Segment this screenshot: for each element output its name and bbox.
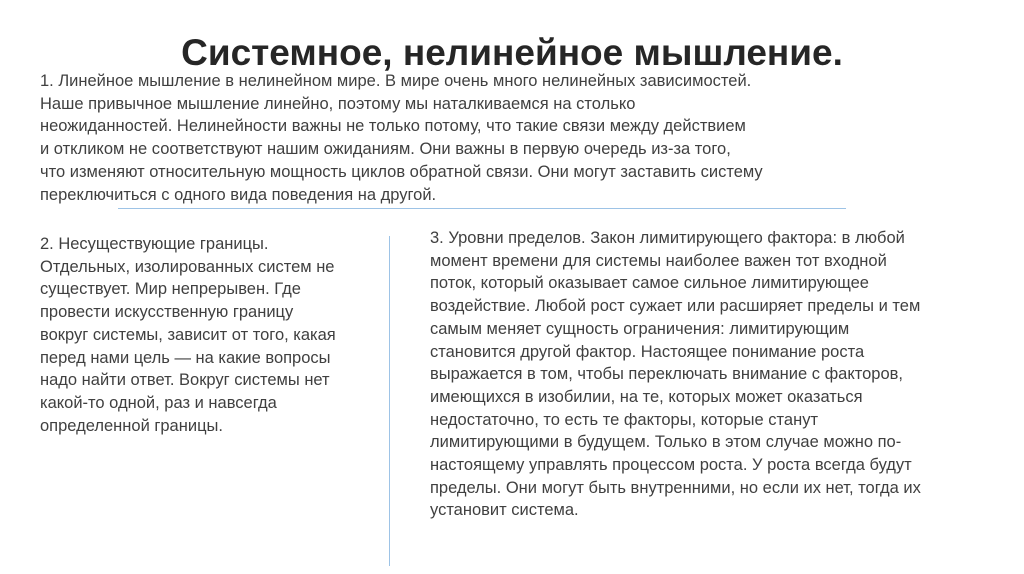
paragraph-line: переключиться с одного вида поведения на другой. [40, 185, 437, 204]
paragraph-line: выражается в том, чтобы переключать внимание с факторов, [430, 365, 904, 384]
paragraph-line: неожиданностей. Нелинейности важны не только потому, что такие связи между действием [40, 117, 746, 136]
paragraph-line: лимитирующими в будущем. Только в этом случае можно по- [430, 433, 902, 452]
paragraph-nonexistent-boundaries [40, 233, 336, 437]
paragraph-line: имеющихся в изобилии, на те, которых может оказаться [430, 387, 863, 406]
paragraph-line: существует. Мир непрерывен. Где [40, 280, 301, 299]
paragraph-line: надо найти ответ. Вокруг системы нет [40, 371, 330, 390]
paragraph-line: самым меняет сущность ограничения: лимитирующим [430, 319, 850, 338]
paragraph-line: 1. Линейное мышление в нелинейном мире. В мире очень много нелинейных зависимостей. [40, 72, 752, 90]
paragraph-line: момент времени для системы наиболее важен тот входной [430, 251, 887, 270]
paragraph-line: настоящему управлять процессом роста. У роста всегда будут [430, 456, 912, 475]
horizontal-divider [118, 208, 846, 209]
paragraph-line: воздействие. Любой рост сужает или расширяет пределы и тем [430, 297, 921, 316]
paragraph-line: становится другой фактор. Настоящее понимание роста [430, 342, 865, 361]
paragraph-line: 3. Уровни пределов. Закон лимитирующего фактора: в любой [430, 229, 905, 247]
paragraph-line: вокруг системы, зависит от того, какая [40, 325, 336, 344]
paragraph-line: поток, который оказывает самое сильное лимитирующее [430, 274, 869, 293]
paragraph-line: перед нами цель — на какие вопросы [40, 348, 331, 367]
paragraph-line: определенной границы. [40, 416, 223, 435]
paragraph-line: какой-то одной, раз и навсегда [40, 393, 277, 412]
paragraph-line: и откликом не соответствуют нашим ожиданиям. Они важны в первую очередь из-за того, [40, 140, 731, 159]
paragraph-line: установит система. [430, 501, 579, 520]
paragraph-line: Наше привычное мышление линейно, поэтому мы наталкиваемся на столько [40, 94, 636, 113]
paragraph-line: пределы. Они могут быть внутренними, но если их нет, тогда их [430, 478, 921, 497]
paragraph-line: провести искусственную границу [40, 303, 294, 322]
paragraph-line: недостаточно, то есть те факторы, которые станут [430, 410, 819, 429]
paragraph-line: что изменяют относительную мощность циклов обратной связи. Они могут заставить систему [40, 162, 763, 181]
slide-title: Системное, нелинейное мышление. [181, 31, 843, 73]
paragraph-limit-levels [430, 227, 921, 522]
paragraph-linear-thinking [40, 70, 763, 206]
paragraph-line: Отдельных, изолированных систем не [40, 257, 335, 276]
vertical-divider [389, 236, 390, 566]
paragraph-line: 2. Несуществующие границы. [40, 235, 269, 253]
